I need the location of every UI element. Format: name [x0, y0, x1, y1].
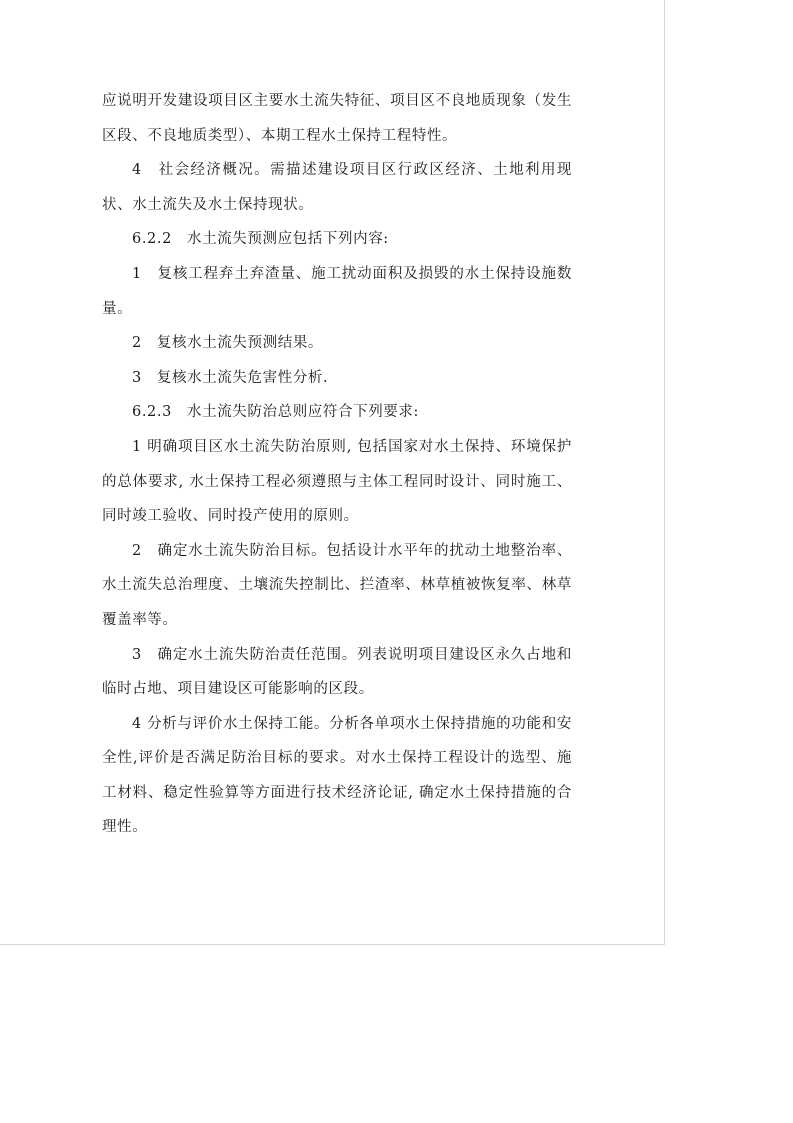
paragraph-item-3: 3 复核水土流失危害性分析. — [132, 369, 329, 386]
paragraph-continuation: 应说明开发建设项目区主要水土流失特征、项目区不良地质现象（发生区段、不良地质类型）、本期工程水土保持工程特性。 — [102, 93, 572, 144]
paragraph-item-1: 1 复核工程弃土弃渣量、施工扰动面积及损毁的水土保持设施数量。 — [102, 265, 572, 317]
section-heading-6-2-2: 6.2.2 水土流失预测应包括下列内容: — [132, 231, 389, 248]
page-body — [102, 84, 572, 845]
section-heading-6-2-3: 6.2.3 水土流失防治总则应符合下列要求: — [132, 404, 419, 421]
paragraph-item-4-evaluation: 4 分析与评价水土保持工能。分析各单项水土保持措施的功能和安全性,评价是否满足防治目标的要求。对水土保持工程设计的选型、施工材料、稳定性验算等方面进行技术经济论证, 确定水土保持措施的合理性。 — [102, 715, 572, 836]
paragraph-item-1-principles: 1 明确项目区水土流失防治原则, 包括国家对水土保持、环境保护的总体要求, 水土保持工程必须遵照与主体工程同时设计、同时施工、同时竣工验收、同时投产使用的原则。 — [102, 438, 572, 525]
paragraph-item-3-scope: 3 确定水土流失防治责任范围。列表说明项目建设区永久占地和临时占地、项目建设区可能影响的区段。 — [102, 646, 572, 698]
paragraph-item-4-socioeconomic: 4 社会经济概况。需描述建设项目区行政区经济、土地利用现状、水土流失及水土保持现状。 — [102, 162, 572, 213]
paragraph-item-2-targets: 2 确定水土流失防治目标。包括设计水平年的扰动土地整治率、水土流失总治理度、土壤流失控制比、拦渣率、林草植被恢复率、林草覆盖率等。 — [102, 542, 572, 628]
paragraph-item-2: 2 复核水土流失预测结果。 — [132, 335, 324, 352]
